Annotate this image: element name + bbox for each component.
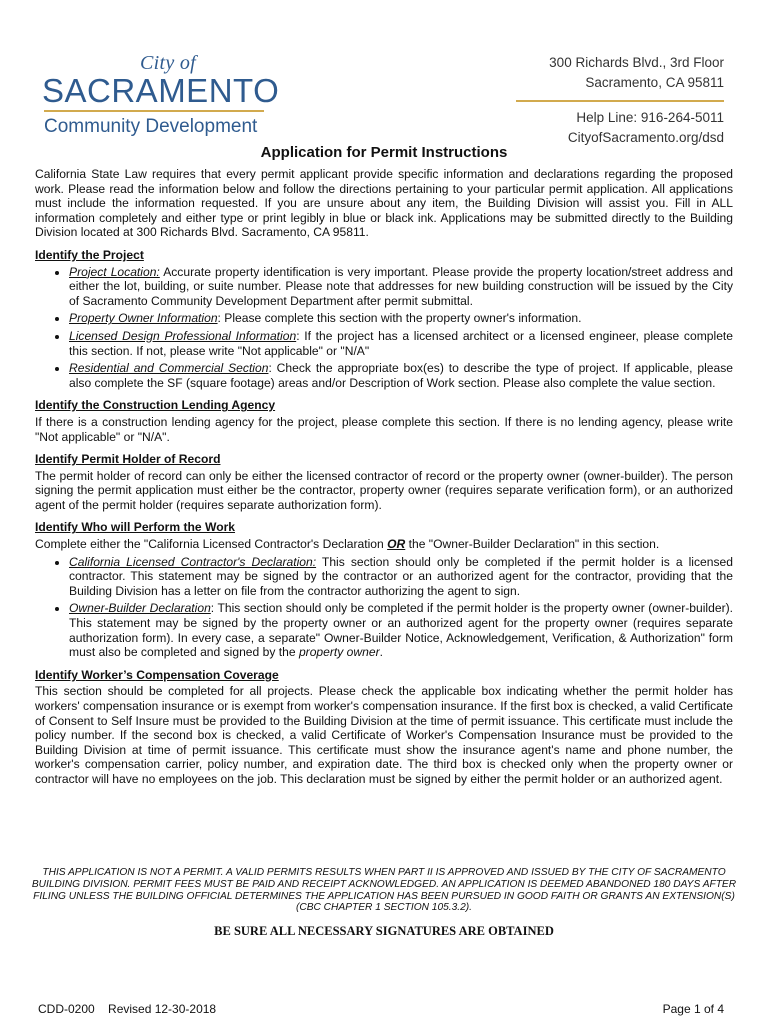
list-item: • Licensed Design Professional Information: If the project has a licensed architect or a licensed engineer, please complete this section. If not, please write "Not applicable" or "N/A"	[69, 329, 733, 358]
permit-holder-paragraph: The permit holder of record can only be either the licensed contractor of record or the property owner (owner-builder). The person signing the permit application must either be the contractor, property owner (requires separate verification form), or an authorized agent of the permit holder (requires separate authorization form).	[35, 468, 733, 512]
heading-workers-comp: Identify Worker’s Compensation Coverage	[35, 667, 279, 682]
contact-divider	[516, 100, 724, 102]
heading-lending: Identify the Construction Lending Agency	[35, 398, 276, 413]
address-line-2: Sacramento, CA 95811	[585, 75, 724, 90]
signature-reminder: BE SURE ALL NECESSARY SIGNATURES ARE OBTAINED	[214, 924, 554, 938]
list-item: • Project Location: Accurate property identification is very important. Please provide the property location/street address and either the lot, building, or suite number. Please note that addresses for new building construction will be issued by the City of Sacramento Community Development Department after permit submittal.	[69, 265, 733, 309]
logo-sacramento-text: SACRAMENTO	[42, 72, 280, 109]
list-item: • California Licensed Contractor's Declaration: This section should only be completed if the permit holder is a licensed contractor. This statement may be signed by the contractor or an authorized agent for the contractor, providing that the Building Division has a letter on file from the contractor authorizing the agent to sign.	[69, 555, 733, 599]
page-title: Application for Permit Instructions	[260, 144, 508, 161]
logo-subtitle: Community Development	[44, 116, 258, 137]
logo-city-text: City of	[140, 52, 196, 74]
address-line-1: 300 Richards Blvd., 3rd Floor	[549, 55, 724, 70]
list-item: • Property Owner Information: Please complete this section with the property owner's information.	[69, 311, 733, 326]
document-body	[35, 167, 733, 787]
form-id: CDD-0200 Revised 12-30-2018	[38, 1002, 217, 1016]
performer-paragraph: Complete either the "California Licensed Contractor's Declaration OR the "Owner-Builder Declaration" in this section.	[35, 537, 660, 552]
heading-project: Identify the Project	[35, 247, 144, 262]
workers-comp-paragraph: This section should be completed for all projects. Please check the applicable box indicating whether the permit holder has workers' compensation insurance or is exempt from worker's compensation insurance. If the first box is checked, a valid Certificate of Consent to Self Insure must be provided to the Building Division at the time of permit issuance. This certificate must include the policy number. If the second box is checked, a valid Certificate of Worker's Compensation Insurance must be provided to the Building Division at time of permit issuance. This certificate must show the insurance agent's name and phone number, the worker's compensation carrier, policy number, and expiration date. The third box is checked only when the property owner or contractor will have no employees on the job. This declaration must be signed by either the permit holder or an authorized agent.	[35, 684, 733, 786]
intro-paragraph: California State Law requires that every permit applicant provide specific information and declarations regarding the proposed work. Please read the information below and follow the directions pertaining to your particular permit application. All applications must include the information requested. If you are unsure about any item, the Building Division will assist you. Fill in ALL information completely and either type or print legibly in blue or black ink. Applications may be submitted directly to the Building Division located at 300 Richards Blvd. Sacramento, CA 95811.	[35, 167, 733, 240]
heading-performer: Identify Who will Perform the Work	[35, 520, 236, 535]
project-list	[35, 265, 733, 391]
performer-list	[35, 555, 733, 660]
contact-block	[516, 53, 724, 148]
heading-permit-holder: Identify Permit Holder of Record	[35, 452, 221, 467]
list-item: • Owner-Builder Declaration: This section should only be completed if the permit holder is the property owner (owner-builder). This statement may be signed by the property owner or an authorized agent for the property owner (requires separate authorization form). In every case, a separate" Owner-Builder Notice, Acknowledgement, Verification, & Authorization" form must also be completed and signed by the property owner.	[69, 601, 733, 659]
lending-paragraph: If there is a construction lending agency for the project, please complete this section. If there is no lending agency, please write "Not applicable" or "N/A".	[35, 414, 733, 444]
page-number: Page 1 of 4	[662, 1002, 724, 1016]
logo-divider	[44, 110, 264, 112]
permit-notice: THIS APPLICATION IS NOT A PERMIT. A VALID PERMITS RESULTS WHEN PART II IS APPROVED AND ISSUED BY THE CITY OF SACRAMENTO BUILDING DIVISION. PERMIT FEES MUST BE PAID AND RECEIPT ACKNOWLEDGED. AN APPLICATION IS DEEMED ABANDONED 180 DAYS AFTER FILING UNLESS THE BUILDING OFFICIAL DETERMINES THE APPLICATION HAS BEEN PURSUED IN GOOD FAITH OR GRANTS AN EXTENSION(S) (CBC CHAPTER 1 SECTION 105.3.2).	[31, 867, 737, 914]
list-item: • Residential and Commercial Section: Check the appropriate box(es) to describe the type of project. If applicable, please also complete the SF (square footage) areas and/or Description of Work section. Please also complete the value section.	[69, 361, 733, 390]
website: CityofSacramento.org/dsd	[567, 129, 724, 145]
helpline: Help Line: 916-264-5011	[576, 109, 724, 125]
